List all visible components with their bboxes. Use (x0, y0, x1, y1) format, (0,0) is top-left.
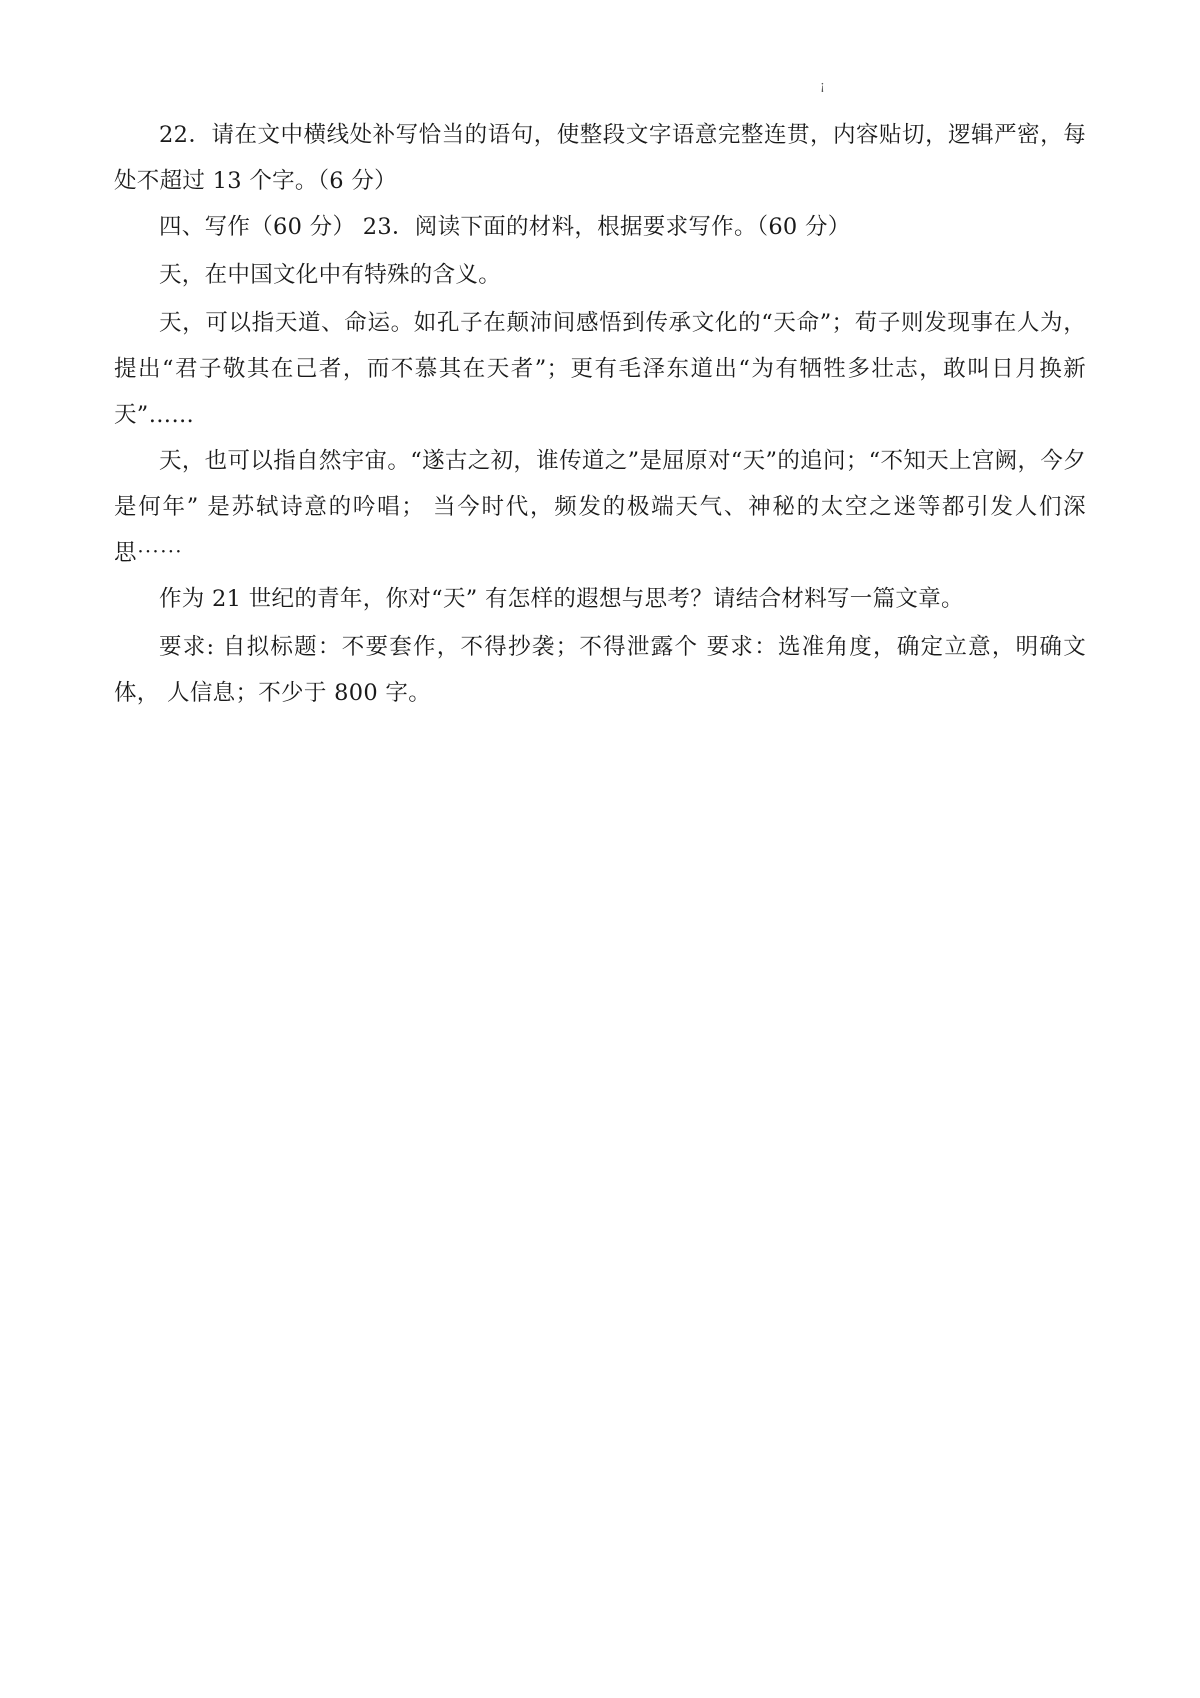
material-intro: 天，在中国文化中有特殊的含义。 (159, 262, 502, 288)
section-writing-heading: 四、写作（60 分） 23．阅读下面的材料，根据要求写作。（60 分） (159, 214, 851, 240)
material-paragraph-nature: 天，也可以指自然宇宙。“遂古之初，谁传道之”是屈原对“天”的追问；“不知天上宫阙，今夕是何年” 是苏轼诗意的吟唱； 当今时代，频发的极端天气、神秘的太空之迷等都引发人们深思⋯⋯ (114, 448, 1086, 566)
writing-prompt: 作为 21 世纪的青年，你对“天” 有怎样的遐想与思考？请结合材料写一篇文章。 (159, 586, 964, 612)
writing-requirements: 要求: 自拟标题：不要套作，不得抄袭；不得泄露个 要求：选准角度，确定立意，明确文体， 人信息；不少于 800 字。 (114, 634, 1086, 706)
document-body (114, 112, 1086, 716)
corner-mark: ¡ (820, 79, 825, 93)
question-22: 22．请在文中横线处补写恰当的语句，使整段文字语意完整连贯，内容贴切，逻辑严密，每处不超过 13 个字。（6 分） (114, 122, 1086, 194)
material-paragraph-fate: 天，可以指天道、命运。如孔子在颠沛间感悟到传承文化的“天命”；荀子则发现事在人为，提出“君子敬其在己者，而不慕其在天者”；更有毛泽东道出“为有牺牲多壮志，敢叫日月换新天”…… (114, 310, 1086, 428)
